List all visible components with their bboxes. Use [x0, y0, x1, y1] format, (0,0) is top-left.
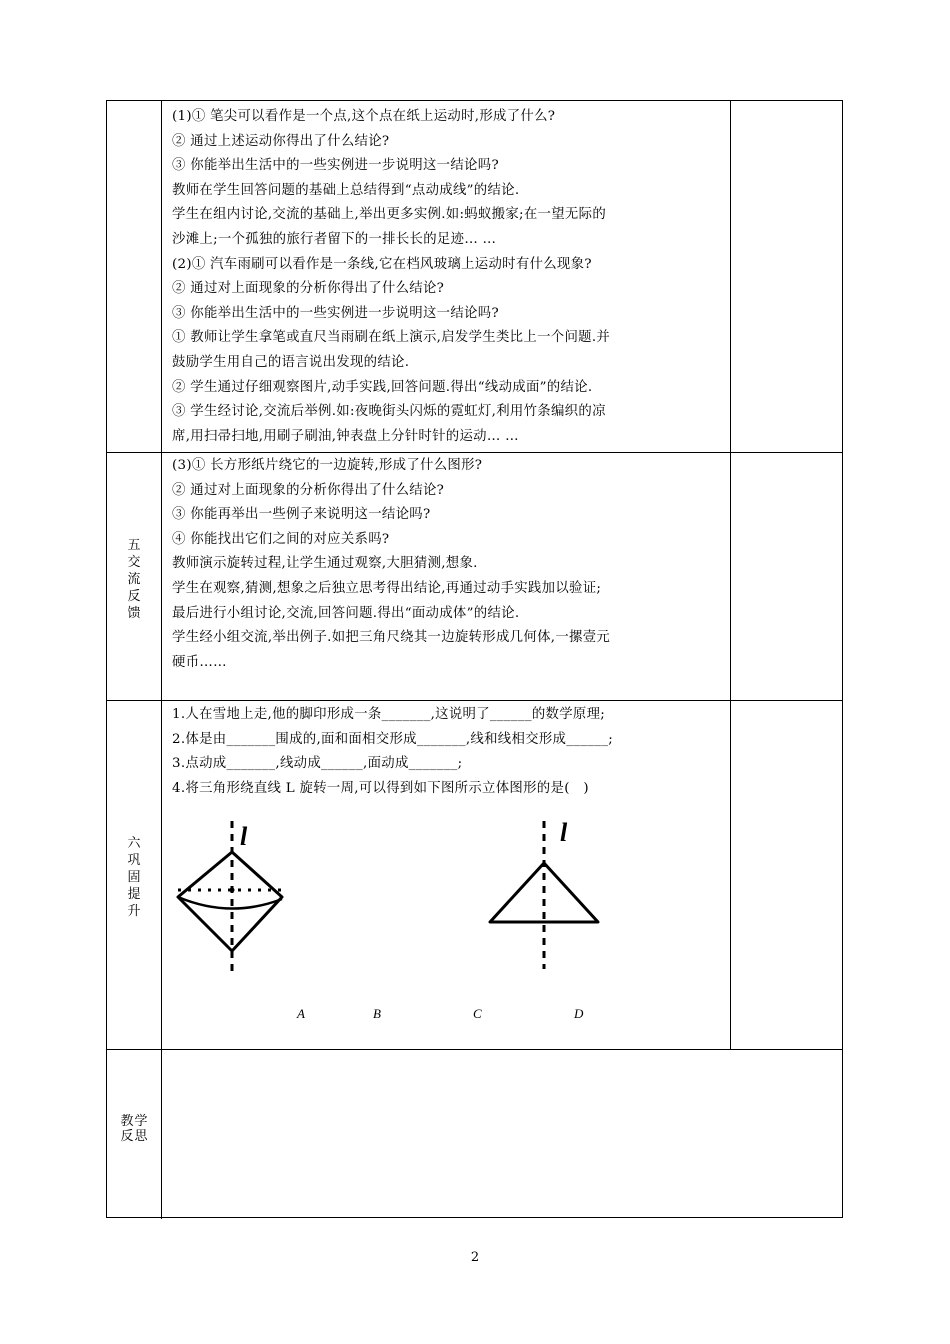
text-line: ③ 你能举出生活中的一些实例进一步说明这一结论吗? [172, 158, 499, 174]
row-label-reflection [107, 1114, 162, 1144]
triangle-figure [490, 818, 598, 969]
label-char: 提 [127, 887, 142, 902]
choice-d: D [574, 1006, 584, 1021]
table-row [107, 1049, 842, 1219]
label-char: 固 [127, 870, 142, 885]
text-line: ③ 你能举出生活中的一些实例进一步说明这一结论吗? [172, 305, 499, 321]
notes-cell [731, 101, 842, 452]
table-row [107, 700, 842, 1049]
label-char: 巩 [127, 853, 142, 868]
lesson-plan-table [106, 100, 843, 1218]
text-line: ② 学生通过仔细观察图片,动手实践,回答问题.得出“线动成面”的结论. [172, 379, 593, 395]
double-cone-figure [178, 821, 282, 971]
text-line: ② 通过对上面现象的分析你得出了什么结论? [172, 281, 445, 297]
text-line: 3.点动成_______,线动成______,面动成_______; [172, 756, 463, 772]
text-line: 鼓励学生用自己的语言说出发现的结论. [172, 354, 410, 370]
label-char: 反 [120, 1129, 135, 1144]
content-cell [162, 453, 731, 700]
text-line: ① 教师让学生拿笔或直尺当雨刷在纸上演示,启发学生类比上一个问题.并 [172, 330, 611, 346]
label-char: 升 [127, 904, 142, 919]
label-char: 交 [127, 555, 142, 570]
text-line: 学生经小组交流,举出例子.如把三角尺绕其一边旋转形成几何体,一摞壹元 [172, 630, 611, 646]
label-char: 反 [127, 589, 142, 604]
label-char: 六 [127, 836, 142, 851]
label-char: 馈 [127, 606, 142, 621]
text-line: 学生在观察,猜测,想象之后独立思考得出结论,再通过动手实践加以验证; [172, 580, 602, 596]
text-line: 1.人在雪地上走,他的脚印形成一条_______,这说明了______的数学原理; [172, 707, 606, 722]
page-number: 2 [470, 1250, 480, 1265]
row-label-cell [107, 453, 162, 700]
axis-label-2: l [560, 818, 568, 847]
text-line: 沙滩上;一个孤独的旅行者留下的一排长长的足迹… … [172, 231, 497, 247]
text-line: 教师演示旋转过程,让学生通过观察,大胆猜测,想象. [172, 556, 478, 572]
choice-c: C [473, 1006, 482, 1021]
text-line: 学生在组内讨论,交流的基础上,举出更多实例.如:蚂蚁搬家;在一望无际的 [172, 207, 607, 223]
label-char: 思 [134, 1129, 149, 1144]
row-label-consolidation [107, 835, 162, 920]
content-cell [162, 101, 731, 452]
label-char: 五 [127, 538, 142, 553]
text-line: ③ 学生经讨论,交流后举例.如:夜晚街头闪烁的霓虹灯,利用竹条编织的凉 [172, 404, 606, 420]
label-char: 学 [134, 1114, 149, 1129]
choice-b: B [373, 1006, 381, 1021]
text-line: 席,用扫帚扫地,用刷子刷油,钟表盘上分针时针的运动… … [172, 428, 519, 444]
table-row [107, 452, 842, 700]
text-line: 2.体是由_______围成的,面和面相交形成_______,线和线相交形成______; [172, 731, 614, 747]
row-label-cell [107, 1050, 162, 1219]
content-lines [172, 454, 724, 675]
text-line: ④ 你能找出它们之间的对应关系吗? [172, 531, 390, 547]
row-label-feedback [107, 537, 162, 622]
notes-cell [731, 453, 842, 700]
text-line: 4.将三角形绕直线 L 旋转一周,可以得到如下图所示立体图形的是( ) [172, 780, 589, 796]
row-label-cell [107, 101, 162, 452]
content-cell [162, 701, 731, 1049]
reflection-cell [162, 1050, 842, 1219]
geometry-figures [162, 701, 731, 1049]
text-line: 硬币…… [172, 654, 227, 670]
notes-cell [731, 701, 842, 1049]
text-line: (2)① 汽车雨刷可以看作是一条线,它在档风玻璃上运动时有什么现象? [172, 256, 592, 272]
text-line: 教师在学生回答问题的基础上总结得到“点动成线”的结论. [172, 182, 520, 198]
text-line: ③ 你能再举出一些例子来说明这一结论吗? [172, 507, 431, 523]
table-row [107, 101, 842, 452]
text-line: (1)① 笔尖可以看作是一个点,这个点在纸上运动时,形成了什么? [172, 109, 556, 124]
row-label-cell [107, 701, 162, 1049]
label-char: 流 [127, 572, 142, 587]
text-line: 最后进行小组讨论,交流,回答问题.得出“面动成体”的结论. [172, 605, 520, 621]
text-line: (3)① 长方形纸片绕它的一边旋转,形成了什么图形? [172, 458, 483, 473]
label-char: 教 [120, 1114, 135, 1129]
axis-label-1: l [240, 822, 248, 851]
text-line: ② 通过对上面现象的分析你得出了什么结论? [172, 482, 445, 498]
choice-a: A [297, 1006, 305, 1021]
content-lines [172, 105, 724, 449]
text-line: ② 通过上述运动你得出了什么结论? [172, 133, 390, 149]
